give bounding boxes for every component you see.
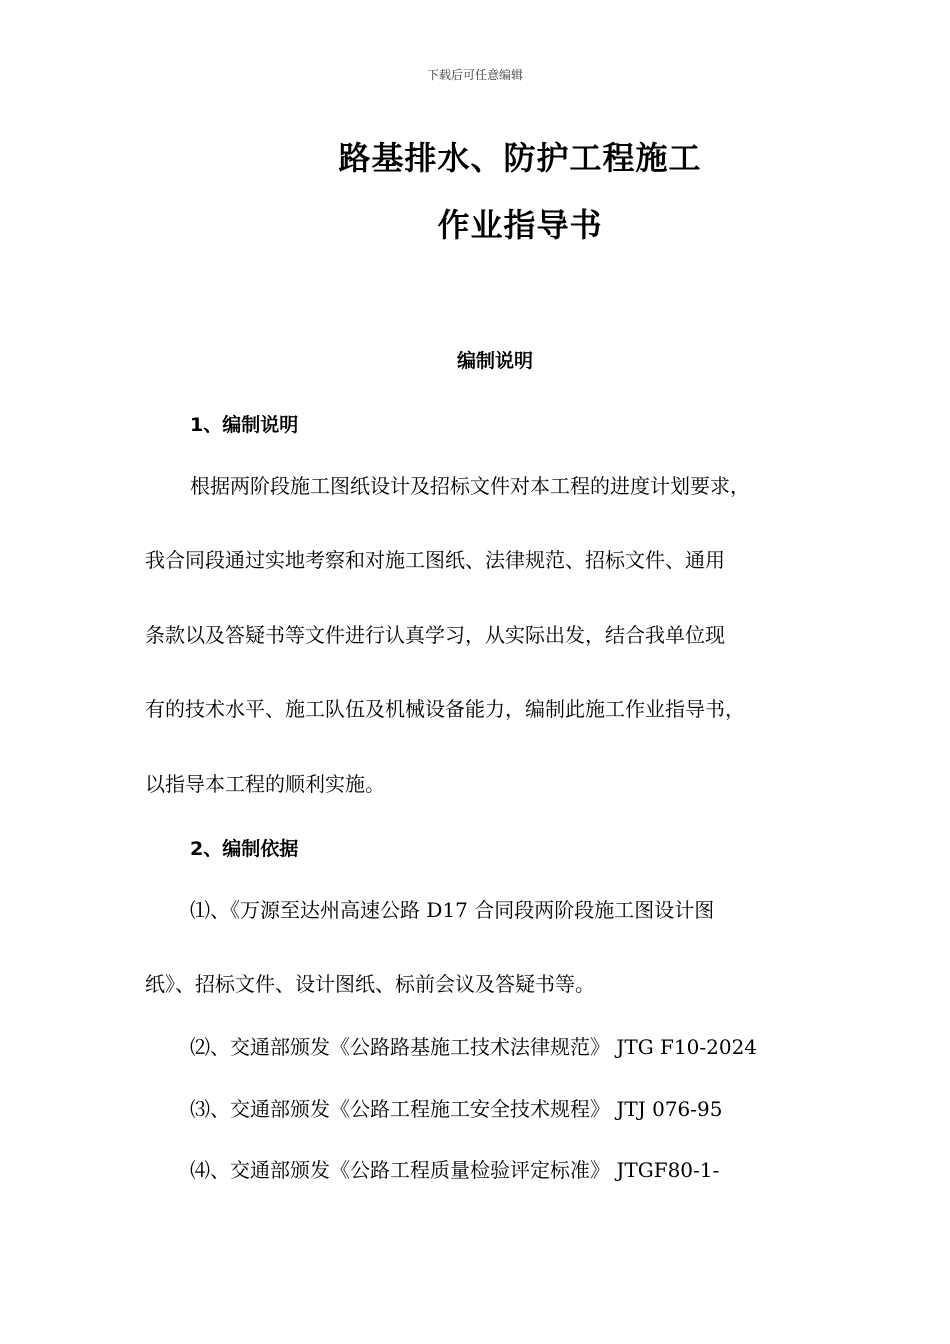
part2-heading: 2、编制依据 xyxy=(190,838,299,860)
page-header-note: 下载后可任意编辑 xyxy=(426,68,523,82)
paragraph-line: 根据两阶段施工图纸设计及招标文件对本工程的进度计划要求， xyxy=(190,474,750,498)
reference-item: ⑷、交通部颁发《公路工程质量检验评定标准》 JTGF80-1- xyxy=(190,1158,720,1182)
document-title-line-1: 路基排水、防护工程施工 xyxy=(338,139,702,177)
part1-heading: 1、编制说明 xyxy=(190,414,299,436)
paragraph-line: 条款以及答疑书等文件进行认真学习，从实际出发，结合我单位现 xyxy=(145,623,725,647)
paragraph-line: 我合同段通过实地考察和对施工图纸、法律规范、招标文件、通用 xyxy=(145,548,725,572)
section-heading: 编制说明 xyxy=(456,350,533,372)
reference-item-continuation: 纸》、招标文件、设计图纸、标前会议及答疑书等。 xyxy=(145,972,595,996)
reference-item: ⑶、交通部颁发《公路工程施工安全技术规程》 JTJ 076-95 xyxy=(190,1097,723,1121)
paragraph-line: 以指导本工程的顺利实施。 xyxy=(145,772,385,796)
document-title-line-2: 作业指导书 xyxy=(437,206,603,244)
paragraph-line: 有的技术水平、施工队伍及机械设备能力，编制此施工作业指导书， xyxy=(145,697,745,721)
reference-item: ⑵、交通部颁发《公路路基施工技术法律规范》 JTG F10-2024 xyxy=(190,1035,758,1059)
reference-item: ⑴、《万源至达州高速公路 D17 合同段两阶段施工图设计图 xyxy=(190,898,715,922)
